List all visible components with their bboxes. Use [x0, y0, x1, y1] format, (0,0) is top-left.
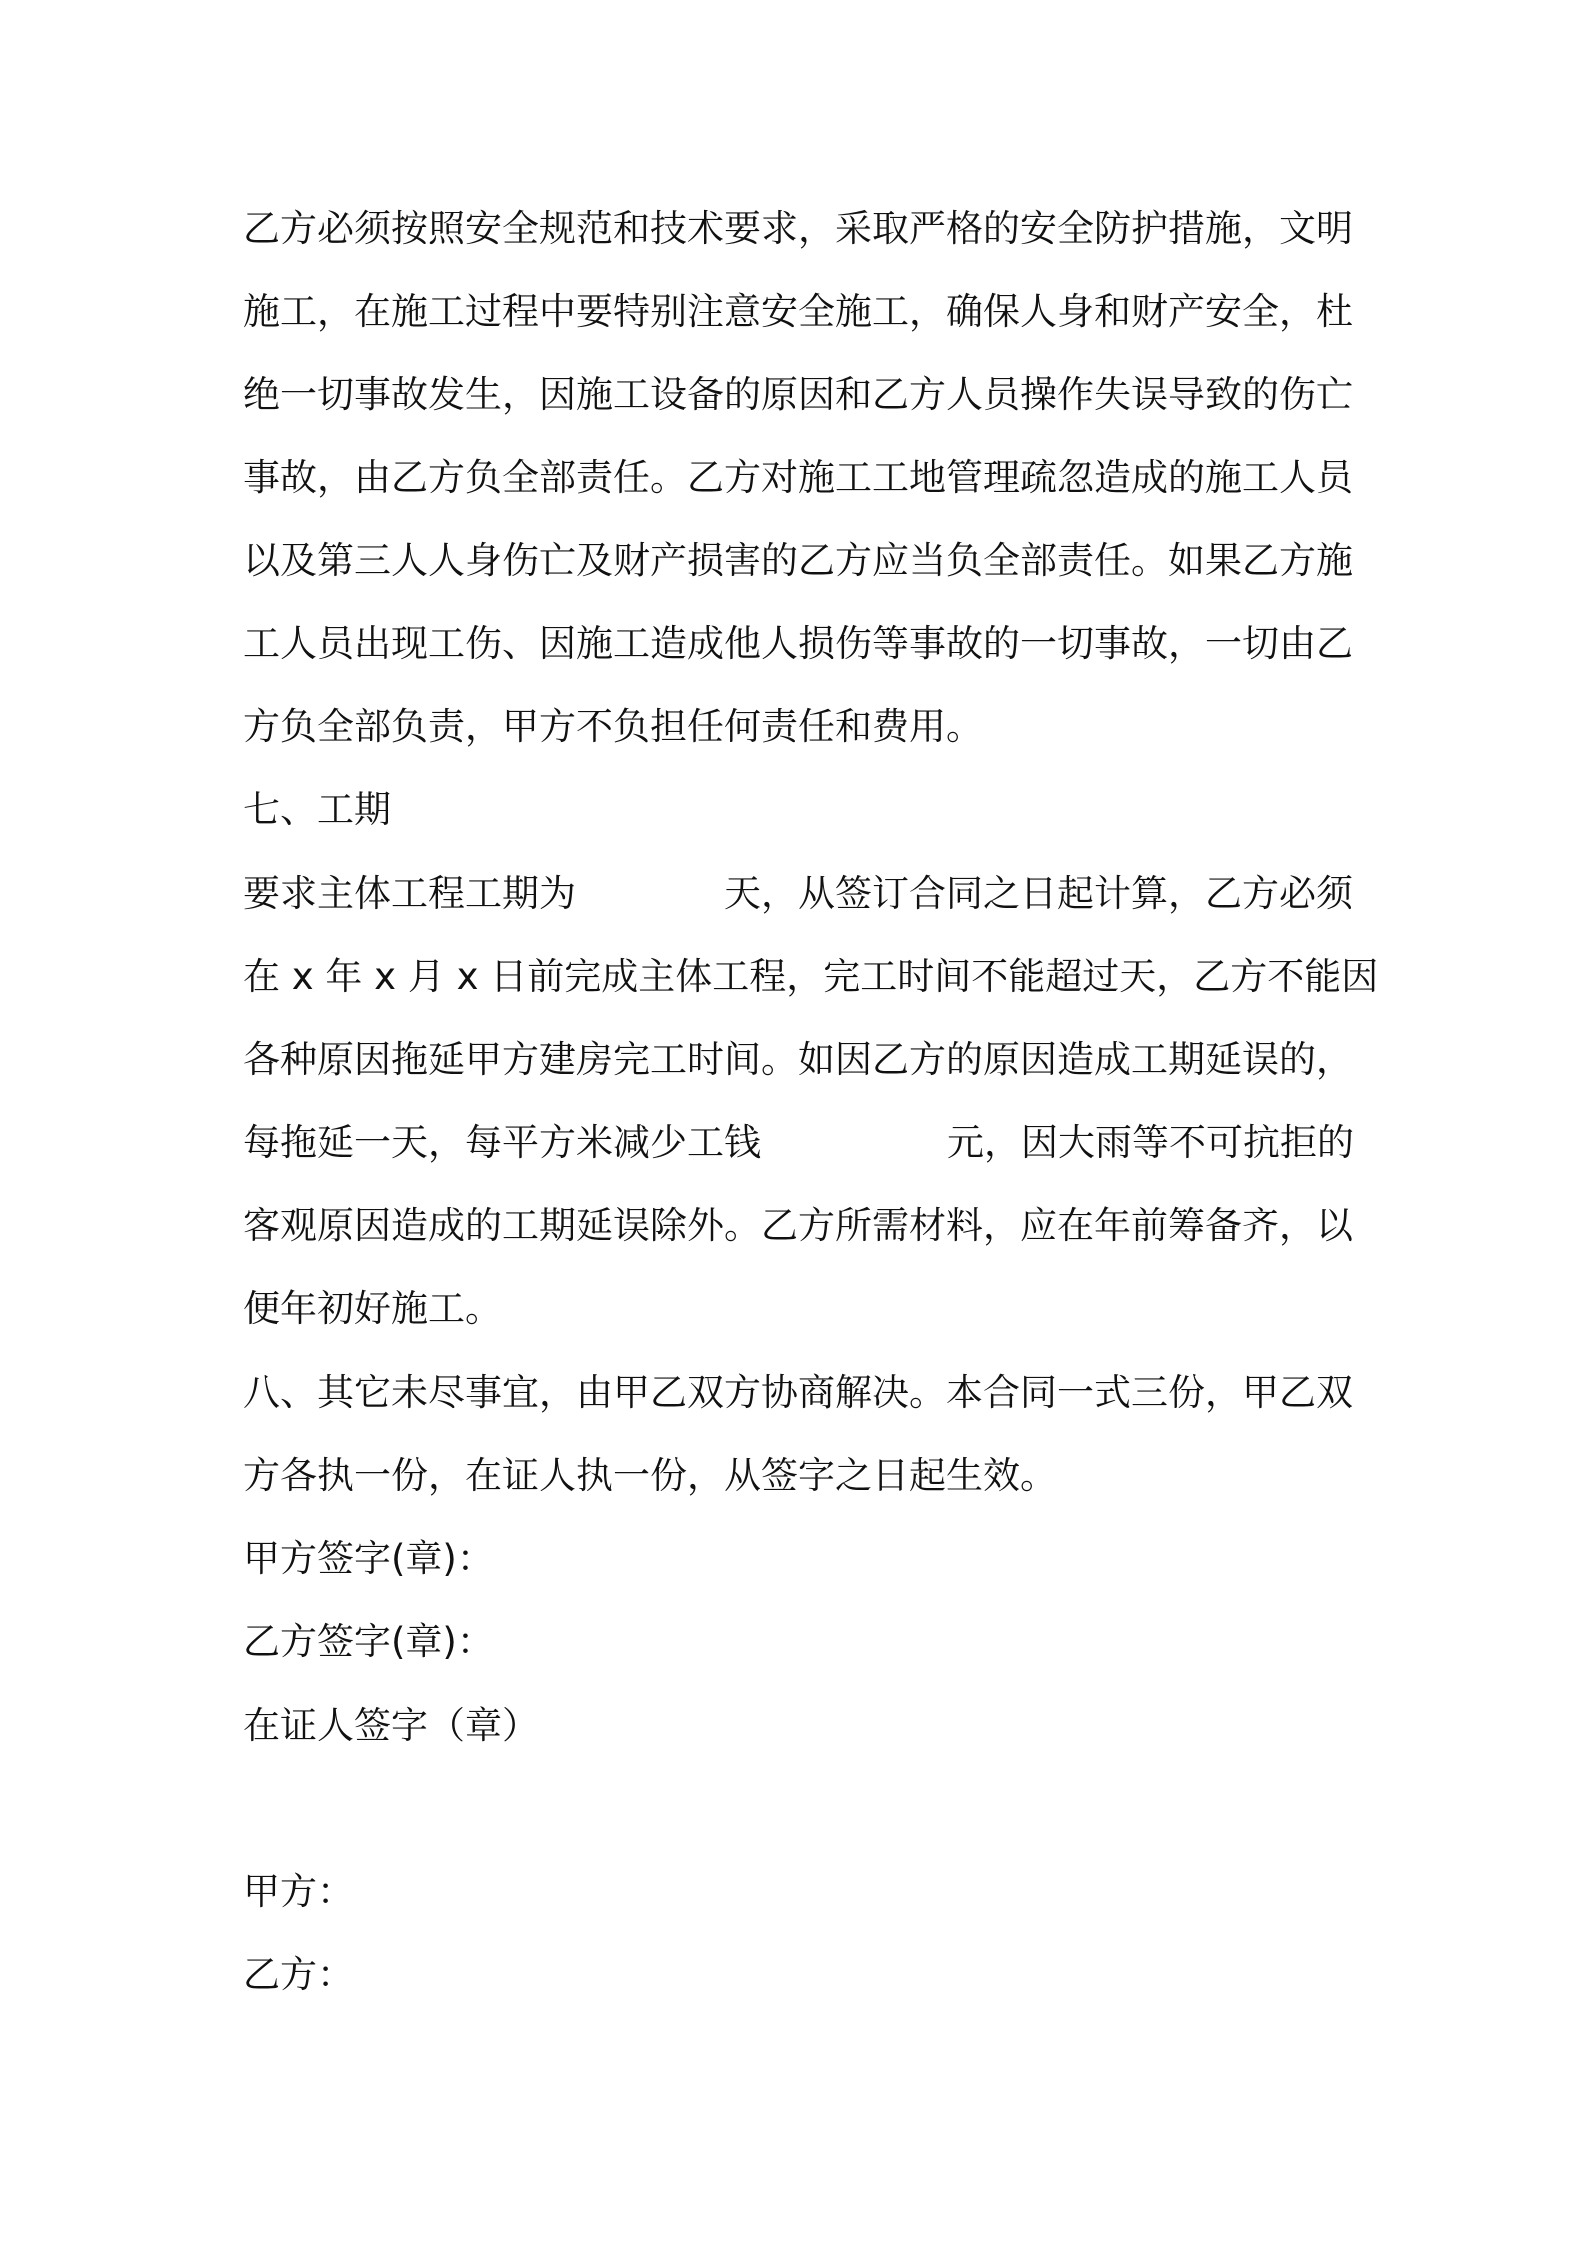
- schedule-line-5: 客观原因造成的工期延误除外。乙方所需材料，应在年前筹备齐，以: [243, 1204, 1353, 1247]
- schedule-text-before-blank: 要求主体工程工期为: [243, 872, 576, 915]
- schedule-line-2: 在 x 年 x 月 x 日前完成主体工程，完工时间不能超过天，乙方不能因: [243, 955, 1379, 998]
- clause-6-line-4: 事故，由乙方负全部责任。乙方对施工工地管理疏忽造成的施工人员: [243, 456, 1353, 499]
- party-a-label: 甲方：: [243, 1870, 354, 1913]
- clause-6-line-1: 乙方必须按照安全规范和技术要求，采取严格的安全防护措施，文明: [243, 207, 1353, 250]
- schedule-line-with-blank: [243, 870, 1353, 918]
- clause-6-line-6: 工人员出现工伤、因施工造成他人损伤等事故的一切事故，一切由乙: [243, 622, 1353, 665]
- clause-6-line-2: 施工，在施工过程中要特别注意安全施工，确保人身和财产安全，杜: [243, 290, 1353, 333]
- schedule-line-6: 便年初好施工。: [243, 1287, 502, 1330]
- penalty-text-before-blank: 每拖延一天，每平方米减少工钱: [243, 1121, 761, 1164]
- schedule-line-3: 各种原因拖延甲方建房完工时间。如因乙方的原因造成工期延误的，: [243, 1038, 1353, 1081]
- clause-6-line-5: 以及第三人人身伤亡及财产损害的乙方应当负全部责任。如果乙方施: [243, 539, 1353, 582]
- clause-6-line-3: 绝一切事故发生，因施工设备的原因和乙方人员操作失误导致的伤亡: [243, 373, 1353, 416]
- witness-signature-label: 在证人签字（章）: [243, 1704, 539, 1747]
- penalty-text-after-blank: 元，因大雨等不可抗拒的: [947, 1121, 1354, 1164]
- party-b-signature-label: 乙方签字(章)：: [243, 1620, 494, 1663]
- clause-8-line-1: 八、其它未尽事宜，由甲乙双方协商解决。本合同一式三份，甲乙双: [243, 1371, 1353, 1414]
- section-heading-schedule: 七、工期: [243, 788, 391, 831]
- clause-8-line-2: 方各执一份，在证人执一份，从签字之日起生效。: [243, 1454, 1057, 1497]
- penalty-line-with-blank: [243, 1119, 1353, 1167]
- party-a-signature-label: 甲方签字(章)：: [243, 1537, 494, 1580]
- party-b-label: 乙方：: [243, 1953, 354, 1996]
- clause-6-line-7: 方负全部负责，甲方不负担任何责任和费用。: [243, 705, 983, 748]
- schedule-text-after-blank: 天，从签订合同之日起计算，乙方必须: [724, 872, 1353, 915]
